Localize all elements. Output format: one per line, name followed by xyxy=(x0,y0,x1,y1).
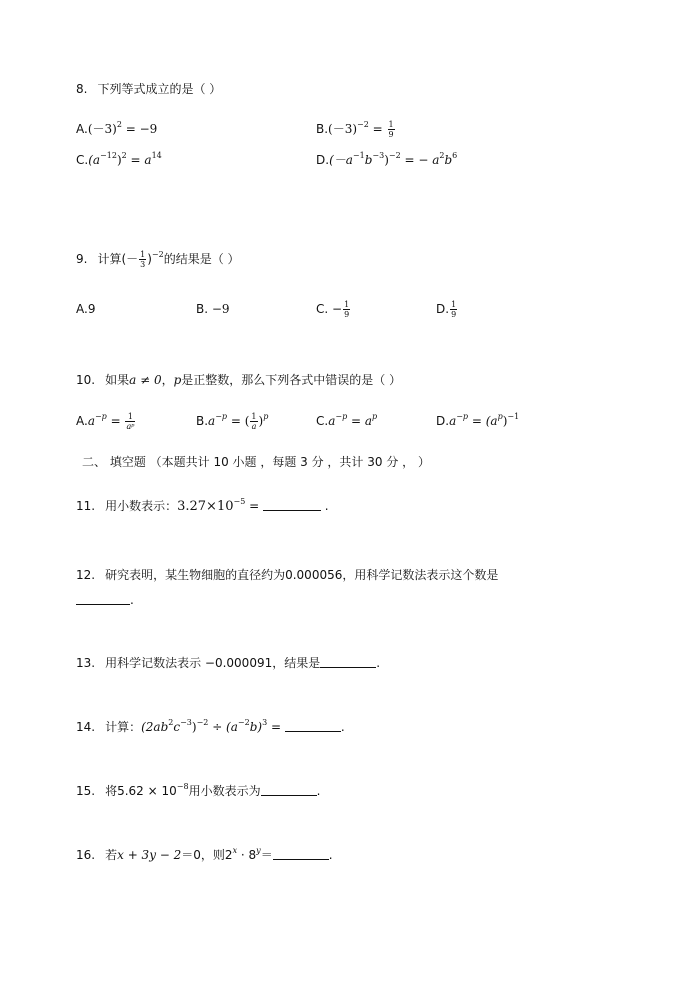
equals: = xyxy=(106,414,125,428)
math-expression: ÷ (a xyxy=(208,720,238,734)
option-label: D. xyxy=(436,414,450,428)
exponent: −3 xyxy=(372,151,385,160)
equals: = xyxy=(245,499,263,513)
fraction-numerator: 1 xyxy=(451,300,457,309)
question-11 xyxy=(76,497,329,516)
q9-option-a xyxy=(76,300,95,318)
question-13 xyxy=(76,654,380,672)
question-10-stem xyxy=(76,371,401,389)
answer-blank[interactable] xyxy=(273,847,329,860)
fraction xyxy=(125,412,135,431)
exponent: 2 xyxy=(121,151,127,160)
fraction xyxy=(139,250,146,269)
exponent: 2 xyxy=(116,120,122,129)
q9-option-b xyxy=(196,300,230,318)
question-text: ， xyxy=(161,373,174,387)
question-text: 用小数表示为 xyxy=(188,784,261,798)
option-rhs: = xyxy=(368,122,387,136)
variable: a xyxy=(87,414,95,428)
punctuation: . xyxy=(376,656,381,670)
question-14 xyxy=(76,718,345,736)
question-16 xyxy=(76,846,333,864)
math-expression: · 8 xyxy=(237,848,257,862)
option-rhs: = −9 xyxy=(121,122,158,136)
paren: ) xyxy=(258,414,264,428)
exponent: −p xyxy=(456,412,469,421)
punctuation: . xyxy=(130,593,134,607)
variable: p xyxy=(173,373,182,387)
answer-blank[interactable] xyxy=(285,719,341,732)
fraction-numerator: 1 xyxy=(344,300,350,309)
answer-blank[interactable] xyxy=(320,655,376,668)
q8-option-b xyxy=(316,120,396,139)
question-text: 下列等式成立的是（ ） xyxy=(97,82,222,96)
question-9-stem xyxy=(76,250,240,269)
condition: a ≠ 0 xyxy=(129,373,162,387)
option-expr: (a xyxy=(88,153,101,167)
punctuation: . xyxy=(316,784,321,798)
variable: b xyxy=(444,153,453,167)
q8-option-d xyxy=(316,151,457,169)
question-number: 16. xyxy=(76,848,96,862)
punctuation: . xyxy=(340,720,345,734)
question-number: 9. xyxy=(76,252,88,266)
option-rhs: = − a xyxy=(400,153,440,167)
fraction-denominator: 9 xyxy=(344,310,350,319)
exponent: x xyxy=(232,846,238,855)
option-value: −9 xyxy=(211,302,230,316)
fraction-numerator: 1 xyxy=(388,120,394,129)
exponent: −p xyxy=(335,412,348,421)
option-label: A. xyxy=(76,414,88,428)
exponent: −2 xyxy=(196,718,209,727)
exponent: −2 xyxy=(388,151,401,160)
q10-option-d xyxy=(436,412,519,430)
q10-option-a xyxy=(76,412,136,431)
equals: = ( xyxy=(227,414,250,428)
option-label: B. xyxy=(196,302,212,316)
exponent: 6 xyxy=(452,151,458,160)
exponent: −12 xyxy=(100,151,117,160)
question-number: 8. xyxy=(76,82,88,96)
exponent: −p xyxy=(215,412,228,421)
question-text: 用科学记数法表示 −0.000091，结果是 xyxy=(105,656,321,670)
exponent: p xyxy=(372,412,378,421)
option-label: A. xyxy=(76,122,88,136)
exponent: −5 xyxy=(233,497,246,506)
answer-blank[interactable] xyxy=(76,592,130,605)
math-expression: c xyxy=(173,720,181,734)
question-text: 用小数表示： xyxy=(105,499,178,513)
q9-option-c xyxy=(316,300,351,319)
fraction-numerator: 1 xyxy=(125,412,135,422)
option-label: C. xyxy=(76,153,89,167)
exponent: 14 xyxy=(151,151,162,160)
option-value: 9 xyxy=(87,302,96,316)
variable: a xyxy=(208,414,216,428)
fraction-denominator: 9 xyxy=(388,130,394,139)
q10-option-b xyxy=(196,412,268,431)
option-label: C. xyxy=(316,414,329,428)
question-number: 13. xyxy=(76,656,96,670)
fraction xyxy=(250,412,257,431)
exponent: y xyxy=(256,846,261,855)
fraction-denominator: a xyxy=(251,422,257,431)
question-15 xyxy=(76,782,320,800)
fraction-denominator: 3 xyxy=(140,260,146,269)
question-text: 若 xyxy=(105,848,118,862)
math-expression: 3.27×10 xyxy=(177,499,234,514)
variable: b xyxy=(364,153,373,167)
question-number: 14. xyxy=(76,720,96,734)
punctuation: . xyxy=(328,848,333,862)
question-text: 研究表明，某生物细胞的直径约为0.000056，用科学记数法表示这个数是 xyxy=(105,568,499,582)
question-number: 12. xyxy=(76,568,96,582)
q8-option-a xyxy=(76,120,157,138)
equals: = a xyxy=(347,414,373,428)
question-text: ＝ xyxy=(260,848,273,862)
exponent: 2 xyxy=(168,718,174,727)
question-number: 15. xyxy=(76,784,96,798)
punctuation: . xyxy=(320,499,329,513)
equals: = (a xyxy=(468,414,498,428)
math-expression: b) xyxy=(249,720,263,734)
exponent: p xyxy=(497,412,503,421)
answer-blank[interactable] xyxy=(263,498,321,511)
fraction xyxy=(450,300,457,319)
q10-option-c xyxy=(316,412,377,430)
paren: ) xyxy=(384,153,389,167)
exponent: 2 xyxy=(439,151,445,160)
exponent: −8 xyxy=(176,782,189,791)
math-expression: (2ab xyxy=(141,720,169,734)
section-heading: 二、 填空题 （本题共计 10 小题 ，每题 3 分 ，共计 30 分 ， ） xyxy=(82,455,430,469)
question-text: ＝0，则2 xyxy=(181,848,233,862)
option-expr: (－3) xyxy=(328,122,358,136)
exponent: −3 xyxy=(180,718,192,727)
option-expr: (－a xyxy=(329,153,353,167)
variable: a xyxy=(328,414,336,428)
equals: = xyxy=(267,720,285,734)
option-rhs: = a xyxy=(126,153,152,167)
exponent: −2 xyxy=(237,718,250,727)
fraction-numerator: 1 xyxy=(140,250,146,259)
math-expression: x + 3y − 2 xyxy=(117,848,182,862)
question-text: 将5.62 × 10 xyxy=(105,784,177,798)
option-expr: (－3) xyxy=(87,122,117,136)
question-text: 计算(－ xyxy=(97,252,139,266)
exponent: −2 xyxy=(357,120,369,129)
fraction-denominator: aᵖ xyxy=(126,422,135,431)
option-label: B. xyxy=(316,122,329,136)
fraction xyxy=(388,120,395,139)
q8-option-c xyxy=(76,151,162,169)
option-label: D. xyxy=(436,302,450,316)
question-12-answer xyxy=(76,591,134,609)
paren: ) xyxy=(116,153,122,167)
exponent: −p xyxy=(94,412,107,421)
exponent: p xyxy=(263,412,269,421)
fraction-denominator: 9 xyxy=(451,310,457,319)
option-label: D. xyxy=(316,153,330,167)
question-number: 11. xyxy=(76,499,96,513)
question-8-stem xyxy=(76,80,221,98)
question-12 xyxy=(76,566,498,584)
fraction xyxy=(343,300,350,319)
fraction-numerator: 1 xyxy=(251,412,257,421)
option-label: C. − xyxy=(316,302,343,316)
exponent: −1 xyxy=(507,412,520,421)
option-label: B. xyxy=(196,414,209,428)
paren: ) xyxy=(147,252,152,266)
q9-option-d xyxy=(436,300,458,319)
exponent: −1 xyxy=(352,151,365,160)
question-number: 10. xyxy=(76,373,96,387)
exponent: 3 xyxy=(262,718,268,727)
variable: a xyxy=(449,414,457,428)
question-text: 如果 xyxy=(105,373,130,387)
answer-blank[interactable] xyxy=(261,783,317,796)
paren: ) xyxy=(191,720,197,734)
option-label: A. xyxy=(76,302,88,316)
question-text: 的结果是（ ） xyxy=(163,252,240,266)
question-text: 是正整数，那么下列各式中错误的是（ ） xyxy=(181,373,402,387)
exponent: −2 xyxy=(151,250,164,259)
paren: ) xyxy=(502,414,508,428)
question-text: 计算： xyxy=(105,720,142,734)
